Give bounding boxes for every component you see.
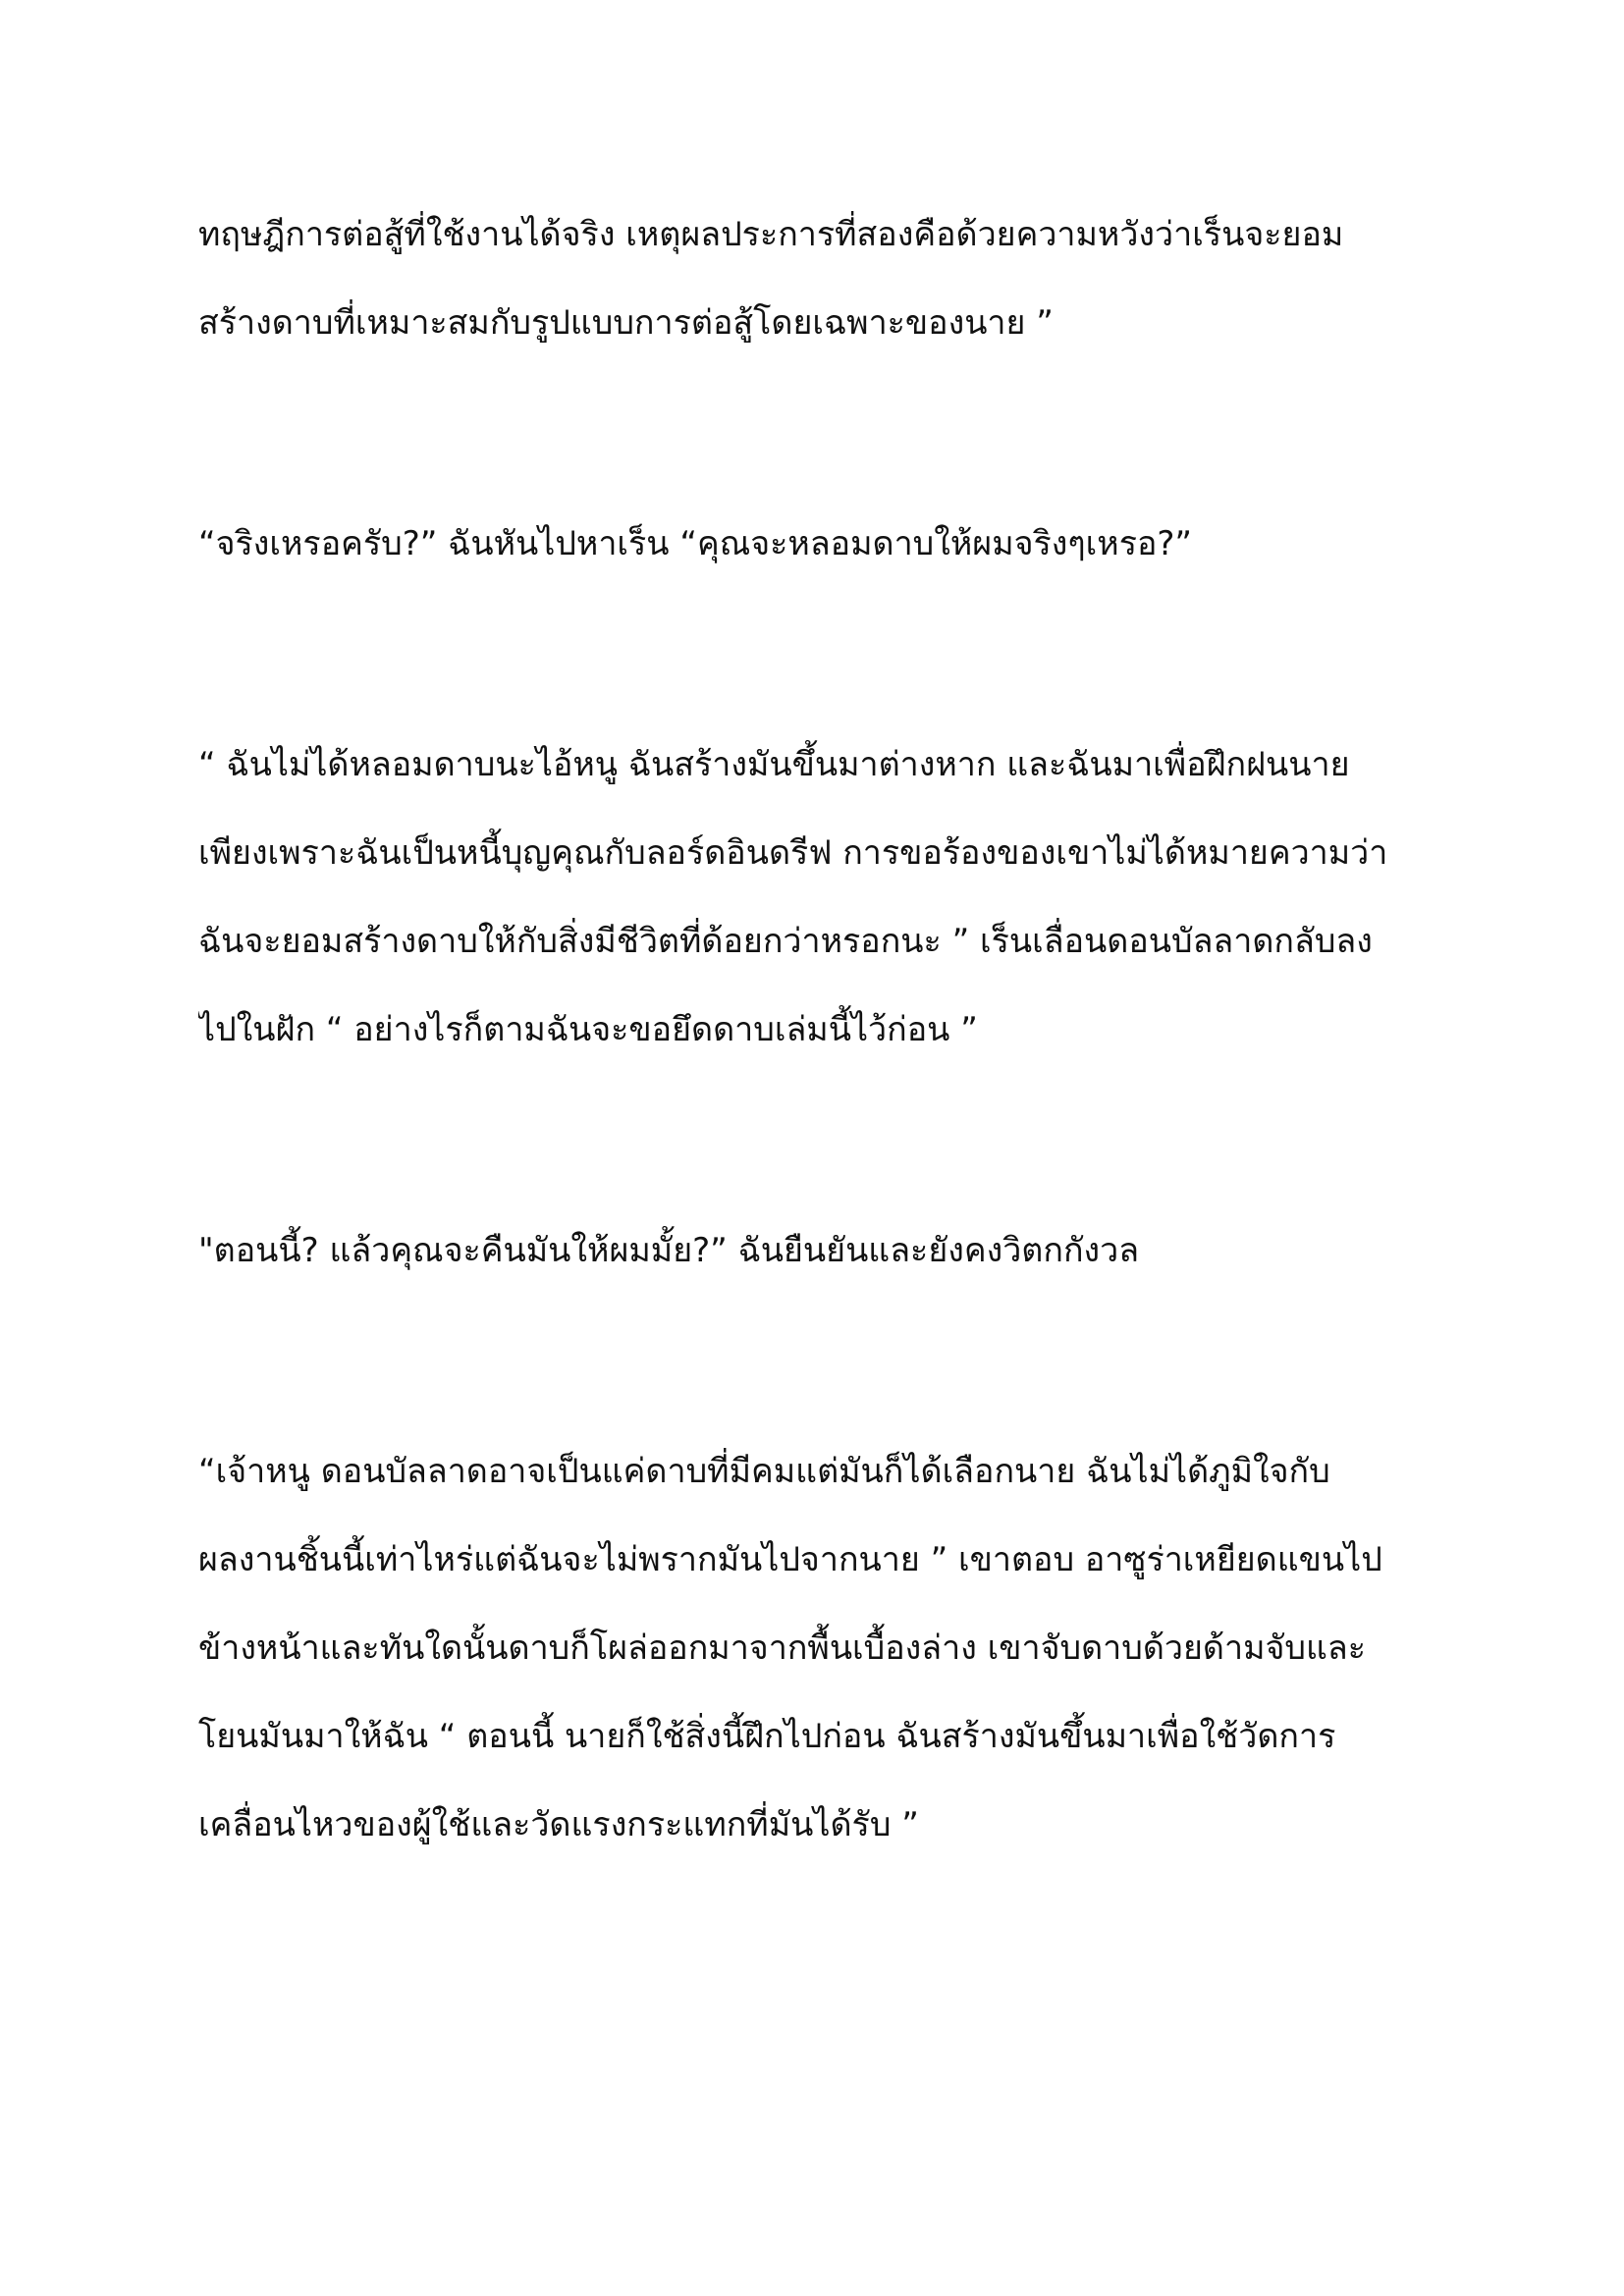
- paragraph-3-line-1: “ ฉันไม่ได้หลอมดาบนะไอ้หนู ฉันสร้างมันขึ้นมาต่างหาก และฉันมาเพื่อฝึกฝนนาย: [198, 745, 1350, 784]
- paragraph-5-line-4: โยนมันมาให้ฉัน “ ตอนนี้ นายก็ใช้สิ่งนี้ฝึกไปก่อน ฉันสร้างมันขึ้นมาเพื่อใช้วัดการ: [198, 1717, 1336, 1756]
- paragraph-3-line-4: ไปในฝัก “ อย่างไรก็ตามฉันจะขอยึดดาบเล่มนี้ไว้ก่อน ”: [198, 1010, 978, 1049]
- paragraph-1-line-1: ทฤษฎีการต่อสู้ที่ใช้งานได้จริง เหตุผลประการที่สองคือด้วยความหวังว่าเร็นจะยอม: [198, 215, 1344, 254]
- paragraph-5-line-3: ข้างหน้าและทันใดนั้นดาบก็โผล่ออกมาจากพื้นเบื้องล่าง เขาจับดาบด้วยด้ามจับและ: [198, 1629, 1367, 1668]
- paragraph-5-line-2: ผลงานชิ้นนี้เท่าไหร่แต่ฉันจะไม่พรากมันไปจากนาย ” เขาตอบ อาซูร่าเหยียดแขนไป: [198, 1540, 1382, 1579]
- paragraph-2-line-1: “จริงเหรอครับ?” ฉันหันไปหาเร็น “คุณจะหลอมดาบให้ผมจริงๆเหรอ?”: [198, 524, 1193, 563]
- paragraph-3-line-2: เพียงเพราะฉันเป็นหนี้บุญคุณกับลอร์ดอินดรีฟ การขอร้องของเขาไม่ได้หมายความว่า: [198, 833, 1388, 873]
- paragraph-5-line-5: เคลื่อนไหวของผู้ใช้และวัดแรงกระแทกที่มันได้รับ ”: [198, 1805, 919, 1844]
- paragraph-5-line-1: “เจ้าหนู ดอนบัลลาดอาจเป็นแค่ดาบที่มีคมแต่มันก็ได้เลือกนาย ฉันไม่ได้ภูมิใจกับ: [198, 1452, 1330, 1491]
- paragraph-4-line-1: "ตอนนี้? แล้วคุณจะคืนมันให้ผมมั้ย?” ฉันยืนยันและยังคงวิตกกังวล: [198, 1231, 1140, 1270]
- paragraph-1-line-2: สร้างดาบที่เหมาะสมกับรูปแบบการต่อสู้โดยเฉพาะของนาย ”: [198, 303, 1054, 343]
- paragraph-3-line-3: ฉันจะยอมสร้างดาบให้กับสิ่งมีชีวิตที่ด้อยกว่าหรอกนะ ” เร็นเลื่อนดอนบัลลาดกลับลง: [198, 922, 1373, 961]
